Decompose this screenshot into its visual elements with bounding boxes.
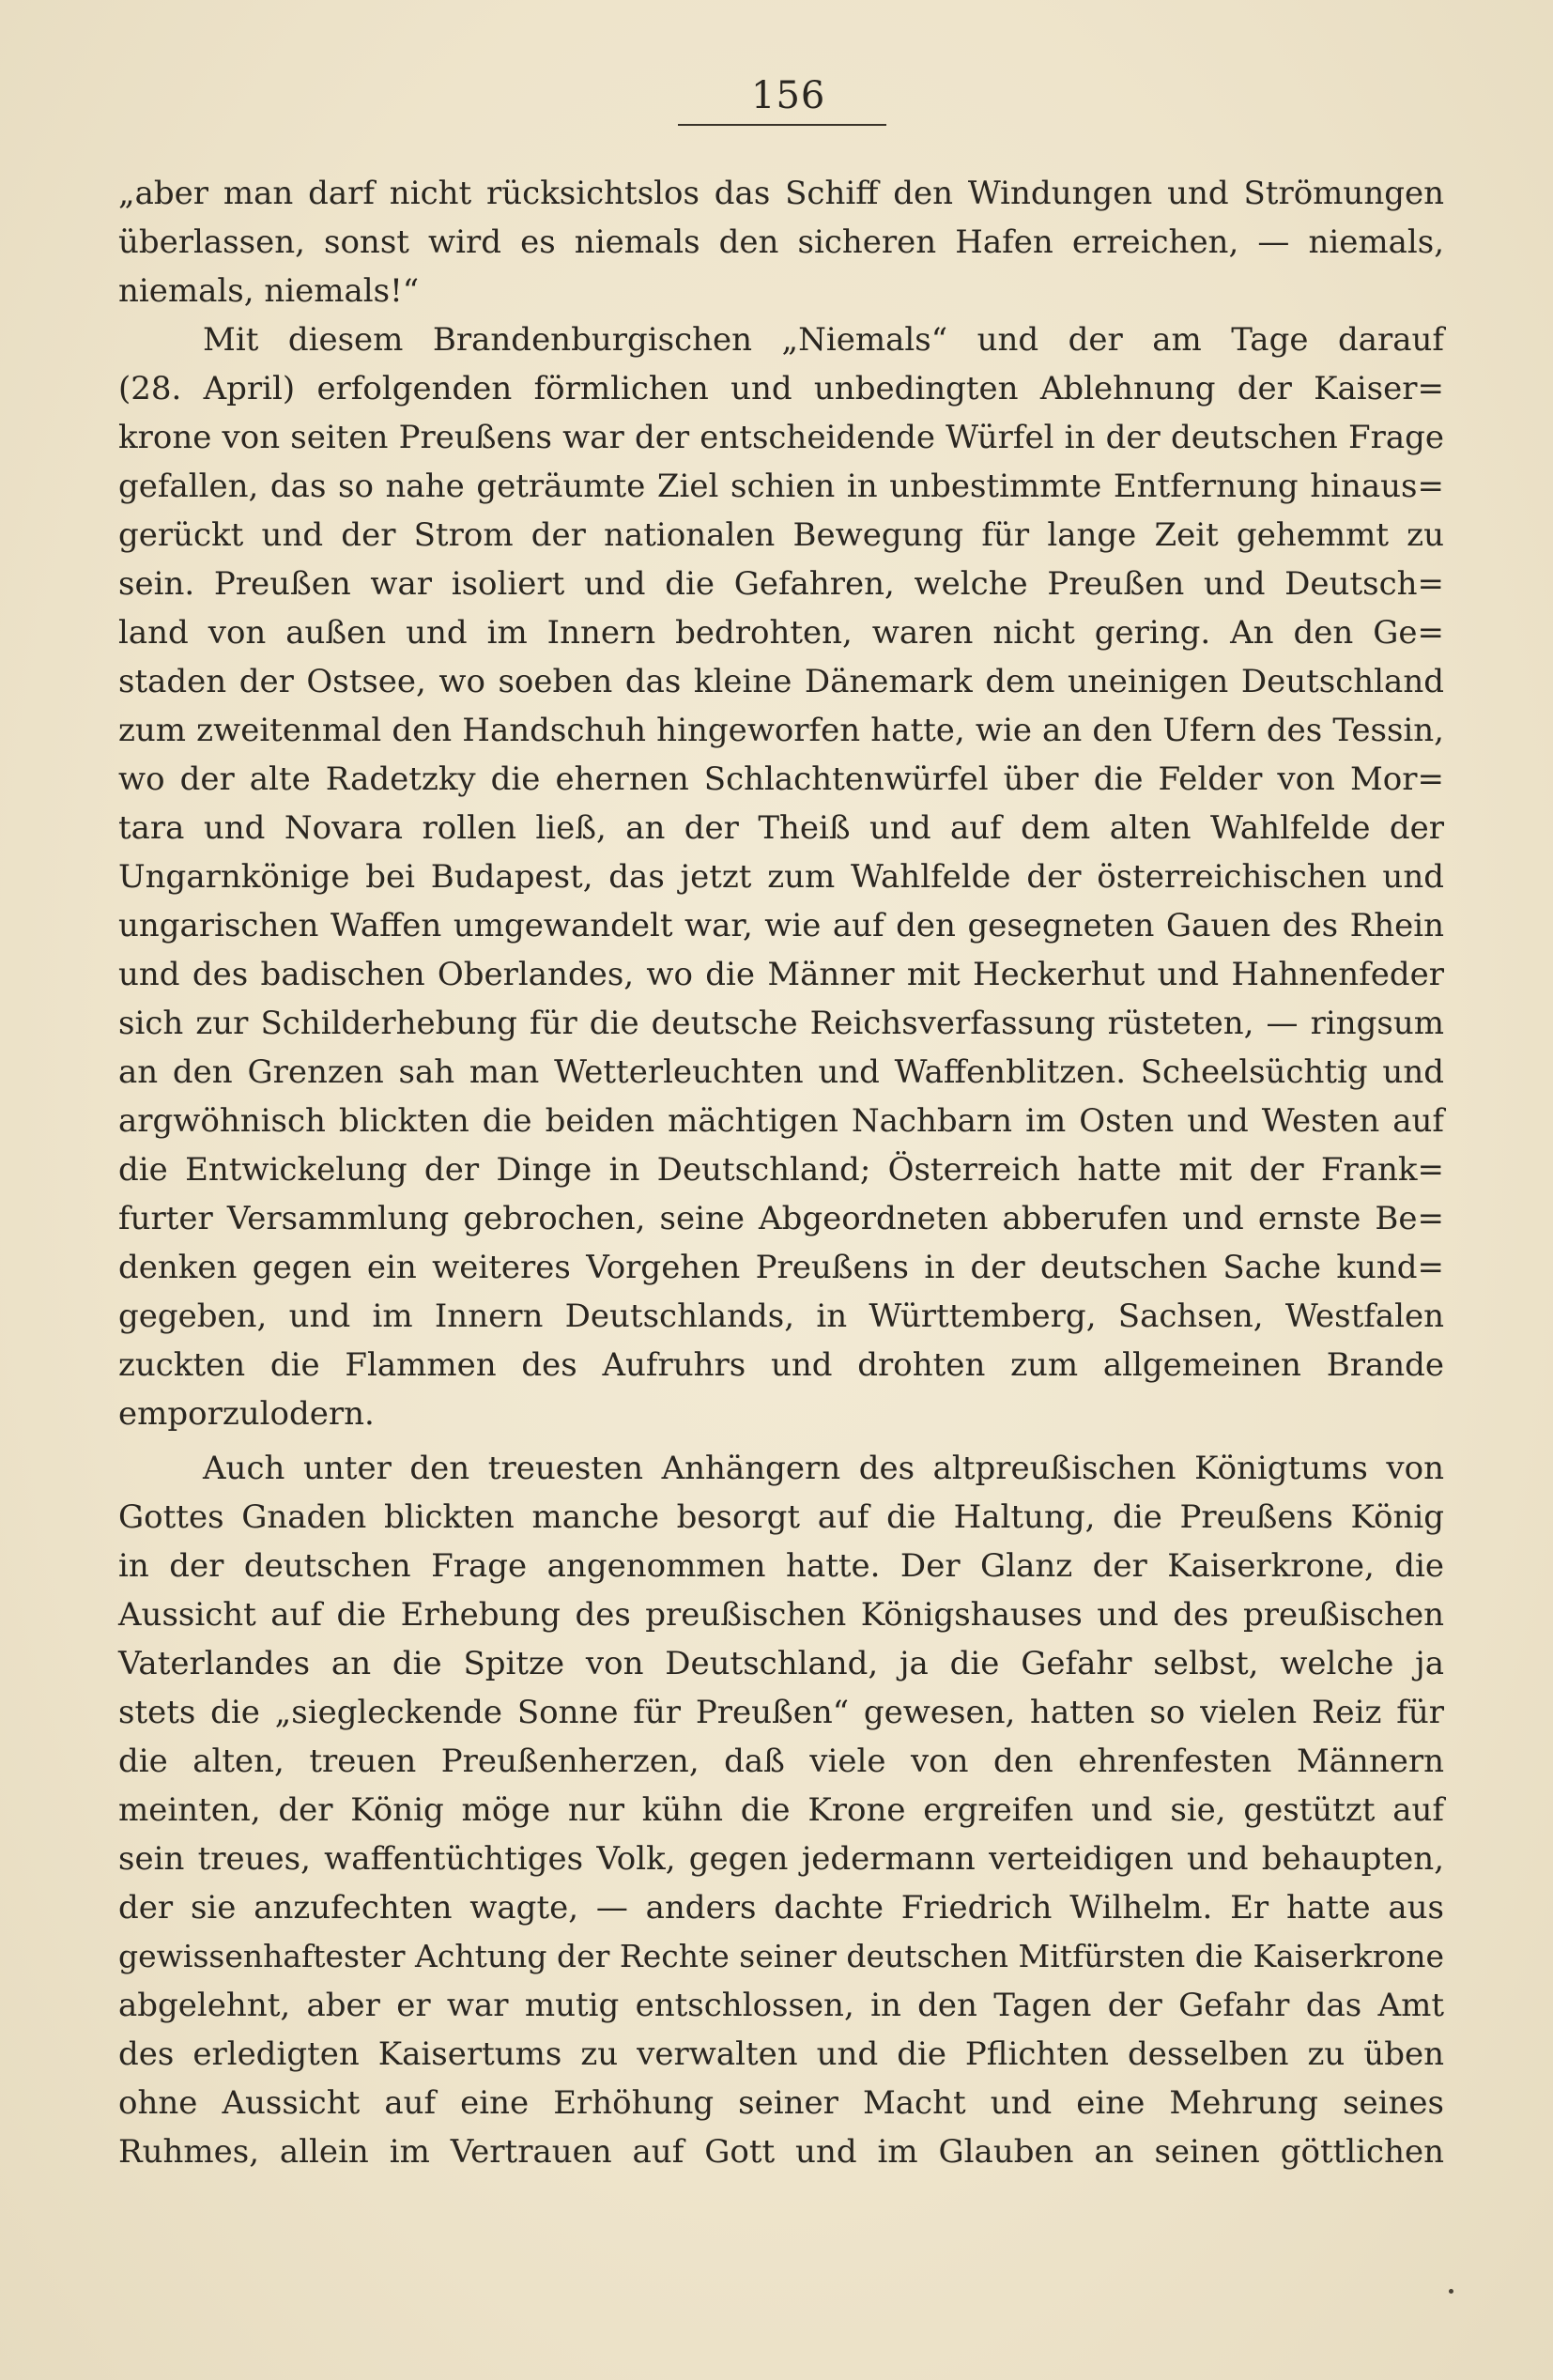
header-rule: [678, 124, 886, 126]
text-line: staden der Ostsee, wo soeben das kleine Dänemark dem uneinigen Deutschland: [118, 663, 1444, 700]
text-line: gewissenhaftester Achtung der Rechte seiner deutschen Mitfürsten die Kaiserkrone: [118, 1938, 1445, 1974]
text-line: in der deutschen Frage angenommen hatte. Der Glanz der Kaiserkrone, die: [118, 1547, 1444, 1585]
text-line: zuckten die Flammen des Aufruhrs und drohten zum allgemeinen Brande: [118, 1346, 1444, 1384]
text-line: sich zur Schilderhebung für die deutsche Reichsverfassung rüsteten, — ringsum: [118, 1005, 1444, 1042]
text-line: und des badischen Oberlandes, wo die Männer mit Heckerhut und Hahnenfeder: [118, 956, 1444, 993]
ink-speck: [1449, 2289, 1453, 2294]
text-line: (28. April) erfolgenden förmlichen und unbedingten Ablehnung der Kaiser=: [118, 370, 1444, 407]
text-line: an den Grenzen sah man Wetterleuchten und Waffenblitzen. Scheelsüchtig und: [118, 1053, 1444, 1091]
text-line: abgelehnt, aber er war mutig entschlossen, in den Tagen der Gefahr das Amt: [118, 1987, 1444, 2024]
text-line: der sie anzufechten wagte, — anders dachte Friedrich Wilhelm. Er hatte aus: [118, 1889, 1444, 1927]
text-line: meinten, der König möge nur kühn die Krone ergreifen und sie, gestützt auf: [118, 1791, 1444, 1829]
text-line: die alten, treuen Preußenherzen, daß viele von den ehrenfesten Männern: [118, 1743, 1444, 1780]
text-line: gefallen, das so nahe geträumte Ziel schien in unbestimmte Entfernung hinaus=: [118, 468, 1444, 505]
text-line: land von außen und im Innern bedrohten, waren nicht gering. An den Ge=: [118, 614, 1444, 652]
page-number: 156: [751, 74, 826, 117]
text-line: krone von seiten Preußens war der entscheidende Würfel in der deutschen Frage: [118, 419, 1444, 456]
text-line: Mit diesem Brandenburgischen „Niemals“ und der am Tage darauf: [203, 321, 1444, 359]
text-line: gegeben, und im Innern Deutschlands, in Württemberg, Sachsen, Westfalen: [118, 1297, 1444, 1335]
text-line: zum zweitenmal den Handschuh hingeworfen hatte, wie an den Ufern des Tessin,: [118, 712, 1444, 749]
text-line: des erledigten Kaisertums zu verwalten und die Pflichten desselben zu üben: [118, 2035, 1444, 2073]
text-line: überlassen, sonst wird es niemals den sicheren Hafen erreichen, — niemals,: [118, 223, 1444, 261]
text-line: Ungarnkönige bei Budapest, das jetzt zum Wahlfelde der österreichischen und: [118, 858, 1444, 896]
text-line: Gottes Gnaden blickten manche besorgt auf die Haltung, die Preußens König: [118, 1498, 1444, 1536]
text-line: wo der alte Radetzky die ehernen Schlachtenwürfel über die Felder von Mor=: [118, 760, 1444, 798]
text-line: die Entwickelung der Dinge in Deutschland; Österreich hatte mit der Frank=: [118, 1151, 1444, 1189]
text-line: Aussicht auf die Erhebung des preußischen Königshauses und des preußischen: [118, 1596, 1444, 1634]
text-line: furter Versammlung gebrochen, seine Abgeordneten abberufen und ernste Be=: [118, 1200, 1444, 1237]
text-line: gerückt und der Strom der nationalen Bewegung für lange Zeit gehemmt zu: [118, 516, 1444, 554]
text-line: stets die „siegleckende Sonne für Preußen“ gewesen, hatten so vielen Reiz für: [118, 1694, 1444, 1731]
text-line: denken gegen ein weiteres Vorgehen Preußens in der deutschen Sache kund=: [118, 1249, 1444, 1286]
text-line: niemals, niemals!“: [118, 272, 420, 310]
body-text: [118, 169, 1444, 2176]
text-line: emporzulodern.: [118, 1395, 375, 1433]
text-line: ungarischen Waffen umgewandelt war, wie auf den gesegneten Gauen des Rhein: [118, 907, 1444, 944]
text-line: Auch unter den treuesten Anhängern des altpreußischen Königtums von: [203, 1450, 1444, 1487]
text-line: sein treues, waffentüchtiges Volk, gegen jedermann verteidigen und behaupten,: [118, 1840, 1444, 1878]
text-line: ohne Aussicht auf eine Erhöhung seiner Macht und eine Mehrung seines: [118, 2084, 1444, 2122]
text-line: Vaterlandes an die Spitze von Deutschland, ja die Gefahr selbst, welche ja: [118, 1645, 1444, 1682]
text-line: sein. Preußen war isoliert und die Gefahren, welche Preußen und Deutsch=: [118, 565, 1444, 603]
text-line: tara und Novara rollen ließ, an der Theiß und auf dem alten Wahlfelde der: [118, 809, 1444, 847]
text-line: argwöhnisch blickten die beiden mächtigen Nachbarn im Osten und Westen auf: [118, 1102, 1444, 1140]
text-line: „aber man darf nicht rücksichtslos das Schiff den Windungen und Strömungen: [118, 175, 1444, 212]
text-line: Ruhmes, allein im Vertrauen auf Gott und im Glauben an seinen göttlichen: [118, 2133, 1444, 2171]
